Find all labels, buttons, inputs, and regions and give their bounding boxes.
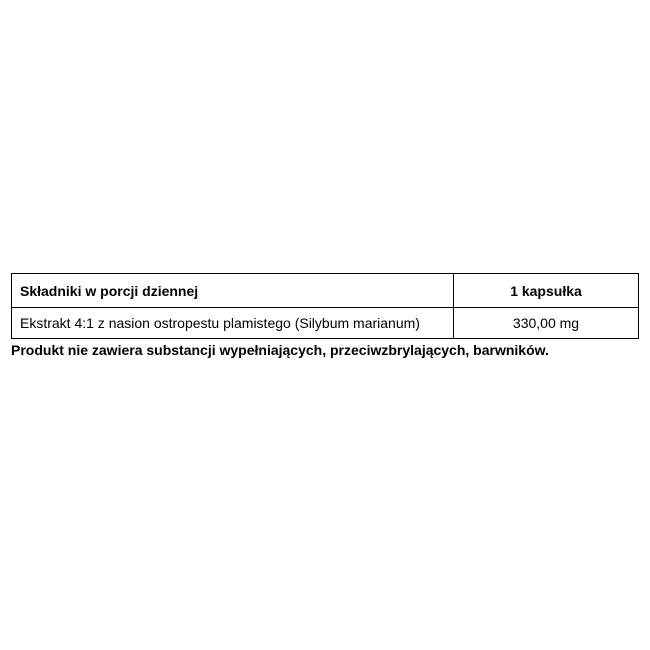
header-ingredient: Składniki w porcji dziennej: [12, 274, 454, 308]
product-note: Produkt nie zawiera substancji wypełniających, przeciwzbrylających, barwników.: [11, 342, 549, 358]
header-amount: 1 kapsułka: [454, 274, 639, 308]
table-header-row: [12, 274, 639, 308]
table-row: [12, 308, 639, 339]
ingredient-name: Ekstrakt 4:1 z nasion ostropestu plamistego (Silybum marianum): [12, 308, 454, 339]
ingredients-table: [11, 273, 639, 339]
ingredient-amount: 330,00 mg: [454, 308, 639, 339]
